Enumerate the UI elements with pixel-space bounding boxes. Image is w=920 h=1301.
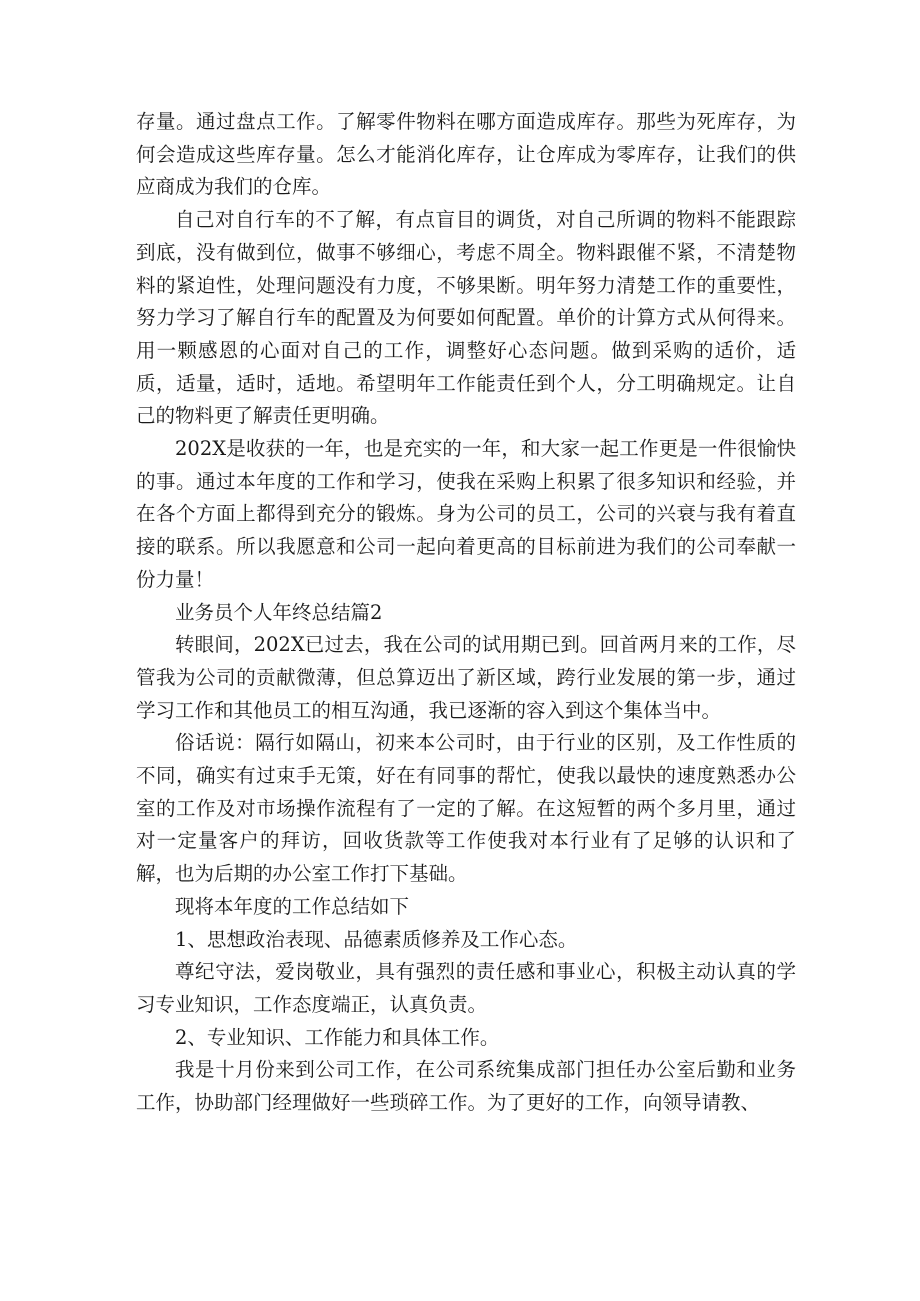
document-body [136,106,796,1120]
paragraph-discipline: 尊纪守法，爱岗敬业，具有强烈的责任感和事业心，积极主动认真的学习专业知识，工作态度端正，认真负责。 [136,960,796,1016]
list-item-1-title: 1、思想政治表现、品德素质修养及工作心态。 [175,927,578,951]
section-heading: 业务员个人年终总结篇2 [175,600,383,624]
paragraph-october-start: 我是十月份来到公司工作，在公司系统集成部门担任办公室后勤和业务工作，协助部门经理做好一些琐碎工作。为了更好的工作，向领导请教、 [136,1058,796,1115]
paragraph-inventory: 存量。通过盘点工作。了解零件物料在哪方面造成库存。那些为死库存，为何会造成这些库存量。怎么才能消化库存，让仓库成为零库存，让我们的供应商成为我们的仓库。 [136,110,796,199]
paragraph-probation: 转眼间，202X已过去，我在公司的试用期已到。回首两月来的工作，尽管我为公司的贡献微薄，但总算迈出了新区域，跨行业发展的第一步，通过学习工作和其他员工的相互沟通，我已逐渐的容入到这个集体当中。 [136,633,796,722]
paragraph-proverb: 俗话说：隔行如隔山，初来本公司时，由于行业的区别，及工作性质的不同，确实有过束手无策，好在有同事的帮忙，使我以最快的速度熟悉办公室的工作及对市场操作流程有了一定的了解。在这短暂的两个多月里，通过对一定量客户的拜访，回收货款等工作使我对本行业有了足够的认识和了解，也为后期的办公室工作打下基础。 [136,731,796,886]
paragraph-self-review: 自己对自行车的不了解，有点盲目的调货，对自己所调的物料不能跟踪到底，没有做到位，做事不够细心，考虑不周全。物料跟催不紧，不清楚物料的紧迫性，处理问题没有力度，不够果断。明年努力清楚工作的重要性，努力学习了解自行车的配置及为何要如何配置。单价的计算方式从何得来。用一颗感恩的心面对自己的工作，调整好心态问题。做到采购的适价，适质，适量，适时，适地。希望明年工作能责任到个人，分工明确规定。让自己的物料更了解责任更明确。 [136,208,796,428]
paragraph-summary-intro: 现将本年度的工作总结如下 [175,894,410,918]
paragraph-year-summary: 202X是收获的一年，也是充实的一年，和大家一起工作更是一件很愉快的事。通过本年度的工作和学习，使我在采购上积累了很多知识和经验，并在各个方面上都得到充分的锻炼。身为公司的员工，公司的兴衰与我有着直接的联系。所以我愿意和公司一起向着更高的目标前进为我们的公司奉献一份力量！ [136,437,796,591]
list-item-2-title: 2、专业知识、工作能力和具体工作。 [175,1025,500,1049]
